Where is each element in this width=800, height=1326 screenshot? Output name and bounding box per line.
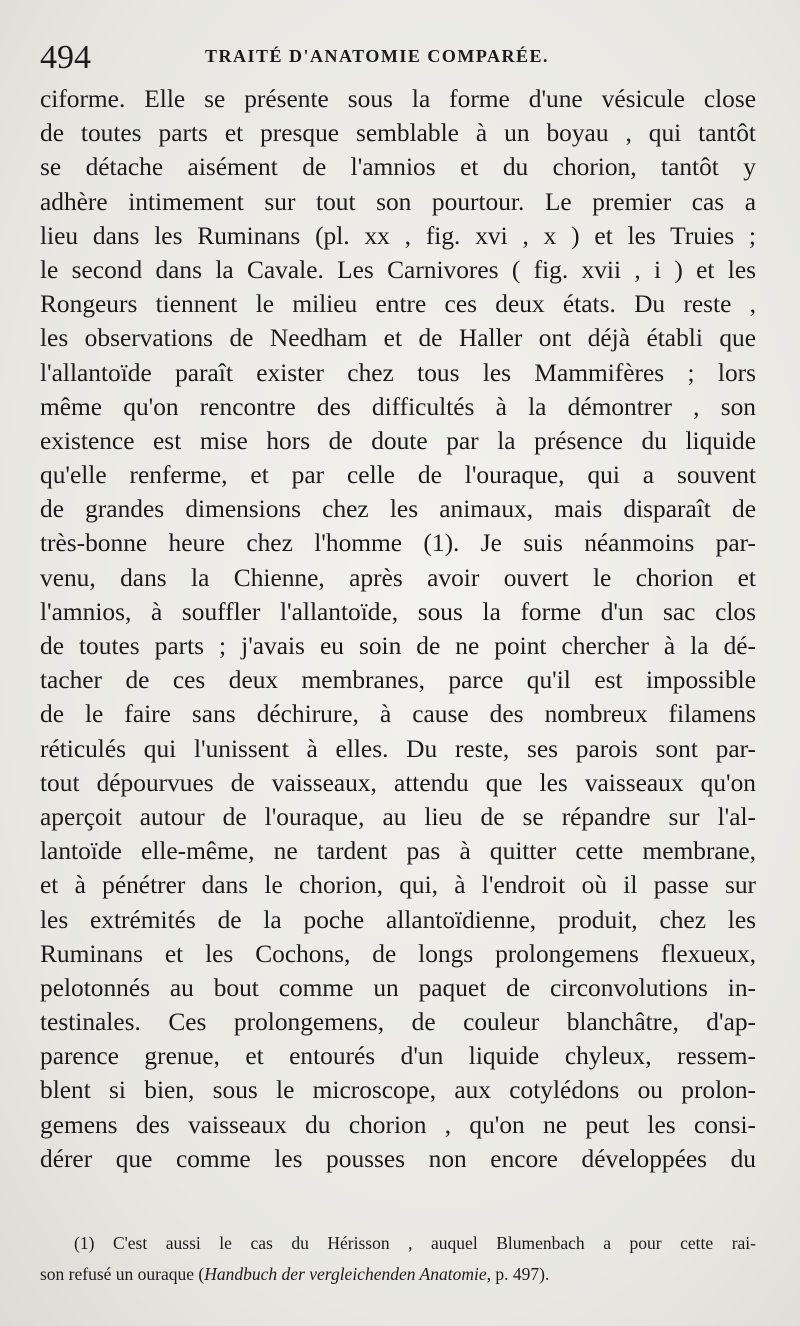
text-line: les extrémités de la poche allantoïdienne, produit, chez les bbox=[40, 905, 756, 934]
text-line: blent si bien, sous le microscope, aux cotylédons ou prolon- bbox=[40, 1076, 756, 1105]
text-line: et à pénétrer dans le chorion, qui, à l'endroit où il passe sur bbox=[40, 871, 756, 900]
text-line: Ruminans et les Cochons, de longs prolongemens flexueux, bbox=[40, 939, 756, 968]
footnote-line bbox=[40, 1259, 756, 1290]
text-line: réticulés qui l'unissent à elles. Du reste, ses parois sont par- bbox=[40, 734, 756, 763]
cited-book-title: Handbuch der vergleichenden Anatomie bbox=[204, 1264, 487, 1284]
text-line: de toutes parts et presque semblable à un boyau , qui tantôt bbox=[40, 119, 756, 148]
text-line: qu'elle renferme, et par celle de l'ouraque, qui a souvent bbox=[40, 461, 756, 490]
text-line: l'allantoïde paraît exister chez tous les Mammifères ; lors bbox=[40, 358, 756, 387]
text-line: l'amnios, à souffler l'allantoïde, sous la forme d'un sac clos bbox=[40, 597, 756, 626]
text-line: pelotonnés au bout comme un paquet de circonvolutions in- bbox=[40, 973, 756, 1002]
text-line: gemens des vaisseaux du chorion , qu'on ne peut les consi- bbox=[40, 1110, 756, 1139]
text-line: dérer que comme les pousses non encore développées du bbox=[40, 1144, 756, 1173]
text-line: se détache aisément de l'amnios et du chorion, tantôt y bbox=[40, 153, 756, 182]
text-line: lieu dans les Ruminans (pl. xx , fig. xvi , x ) et les Truies ; bbox=[40, 221, 756, 250]
body-text bbox=[40, 82, 756, 1176]
footnote bbox=[40, 1228, 756, 1290]
text-line: lantoïde elle-même, ne tardent pas à quitter cette membrane, bbox=[40, 837, 756, 866]
text-line: de toutes parts ; j'avais eu soin de ne point chercher à la dé- bbox=[40, 632, 756, 660]
page-header bbox=[40, 38, 760, 78]
text-line: très-bonne heure chez l'homme (1). Je suis néanmoins par- bbox=[40, 529, 756, 558]
page-number: 494 bbox=[40, 39, 91, 76]
text-line: existence est mise hors de doute par la présence du liquide bbox=[40, 426, 756, 455]
text-line: tacher de ces deux membranes, parce qu'il est impossible bbox=[40, 666, 756, 695]
text-line: les observations de Needham et de Haller ont déjà établi que bbox=[40, 324, 756, 353]
text-line: Rongeurs tiennent le milieu entre ces deux états. Du reste , bbox=[40, 290, 756, 319]
text-line: aperçoit autour de l'ouraque, au lieu de se répandre sur l'al- bbox=[40, 802, 756, 831]
text-line: testinales. Ces prolongemens, de couleur blanchâtre, d'ap- bbox=[40, 1008, 756, 1037]
text-line: venu, dans la Chienne, après avoir ouvert le chorion et bbox=[40, 563, 756, 592]
text-line: même qu'on rencontre des difficultés à la démontrer , son bbox=[40, 392, 756, 421]
text-line: tout dépourvues de vaisseaux, attendu que les vaisseaux qu'on bbox=[40, 768, 756, 797]
footnote-text: son refusé un ouraque ( bbox=[40, 1264, 205, 1284]
footnote-line: (1) C'est aussi le cas du Hérisson , auquel Blumenbach a pour cette rai- bbox=[74, 1233, 756, 1253]
text-line: de le faire sans déchirure, à cause des nombreux filamens bbox=[40, 700, 756, 729]
text-line: de grandes dimensions chez les animaux, mais disparaît de bbox=[40, 495, 756, 524]
text-line: le second dans la Cavale. Les Carnivores ( fig. xvii , i ) et les bbox=[40, 255, 756, 284]
footnote-text: , p. 497). bbox=[486, 1264, 550, 1284]
text-line: adhère intimement sur tout son pourtour. Le premier cas a bbox=[40, 187, 756, 216]
text-line: parence grenue, et entourés d'un liquide chyleux, ressem- bbox=[40, 1042, 756, 1071]
running-title: TRAITÉ D'ANATOMIE COMPARÉE. bbox=[205, 46, 550, 66]
text-line: ciforme. Elle se présente sous la forme d'une vésicule close bbox=[40, 85, 756, 113]
